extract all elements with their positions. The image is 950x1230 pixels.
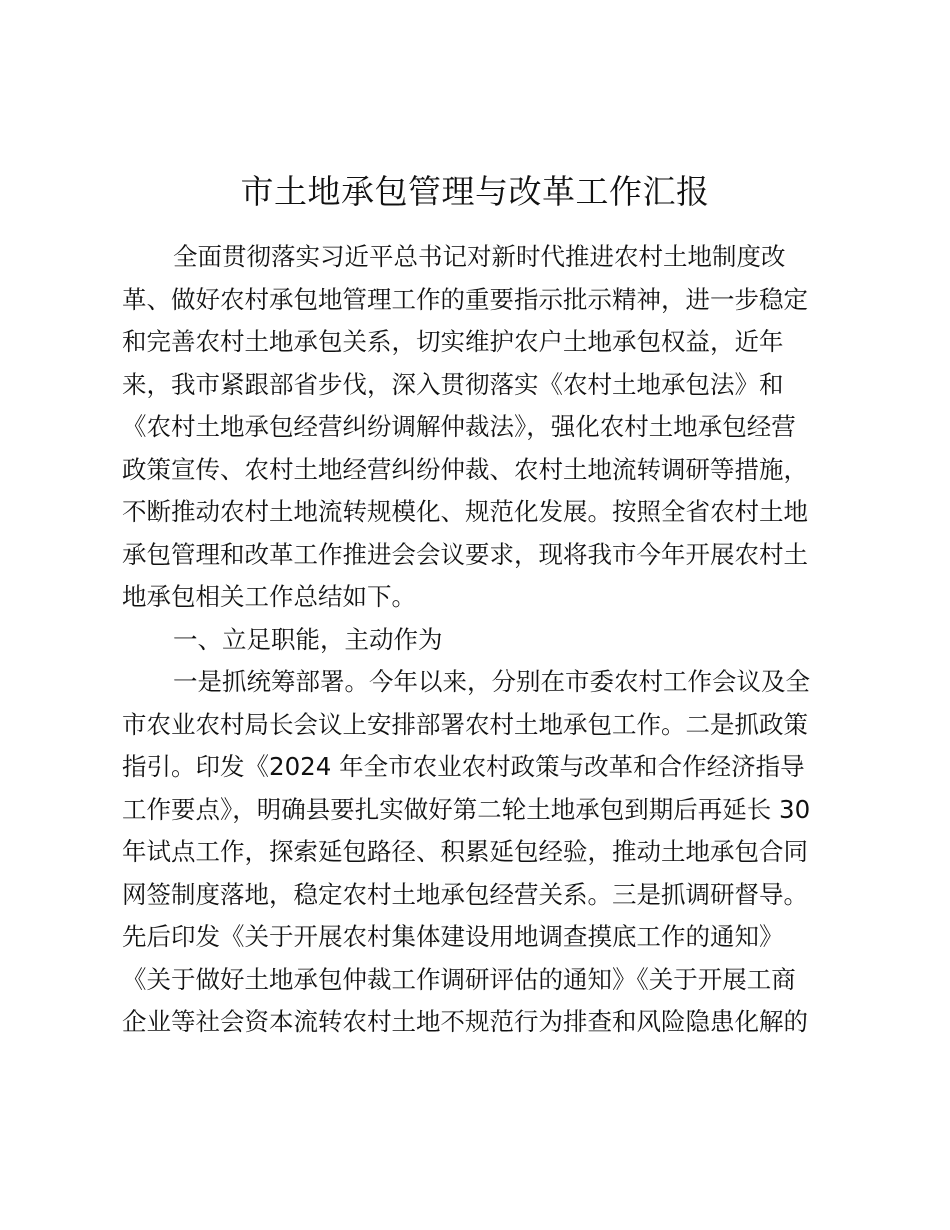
text-line: 革、做好农村承包地管理工作的重要指示批示精神，进一步稳定 <box>122 284 808 314</box>
section-heading: 一、立足职能，主动作为 <box>173 624 443 654</box>
text-line: 和完善农村土地承包关系，切实维护农户土地承包权益，近年 <box>122 327 784 356</box>
text-line: 一是抓统筹部署。今年以来，分别在市委农村工作会议及全 <box>173 667 810 696</box>
text-line: 地承包相关工作总结如下。 <box>122 582 416 611</box>
document-title: 市土地承包管理与改革工作汇报 <box>240 172 710 211</box>
text-line: 不断推动农村土地流转规模化、规范化发展。按照全省农村土地 <box>122 497 808 526</box>
text-line: 《关于做好土地承包仲裁工作调研评估的通知》《关于开展工商 <box>122 964 796 994</box>
text-line: 政策宣传、农村土地经营纠纷仲裁、农村土地流转调研等措施， <box>122 454 808 484</box>
text-line: 来，我市紧跟部省步伐，深入贯彻落实《农村土地承包法》和 <box>122 369 784 399</box>
text-line: 工作要点》，明确县要扎实做好第二轮土地承包到期后再延长 30 <box>122 794 811 824</box>
text-line: 《农村土地承包经营纠纷调解仲裁法》，强化农村土地承包经营 <box>122 412 796 441</box>
text-line: 全面贯彻落实习近平总书记对新时代推进农村土地制度改 <box>173 242 786 271</box>
text-line: 指引。印发《2024 年全市农业农村政策与改革和合作经济指导 <box>122 752 805 781</box>
document-body <box>122 236 842 1044</box>
text-line: 年试点工作，探索延包路径、积累延包经验，推动土地承包合同 <box>122 837 808 866</box>
text-line: 市农业农村局长会议上安排部署农村土地承包工作。二是抓政策 <box>122 709 808 739</box>
text-line: 承包管理和改革工作推进会会议要求，现将我市今年开展农村土 <box>122 539 808 569</box>
text-line: 企业等社会资本流转农村土地不规范行为排查和风险隐患化解的 <box>122 1007 808 1036</box>
text-line: 网签制度落地，稳定农村土地承包经营关系。三是抓调研督导。 <box>122 879 808 909</box>
text-line: 先后印发《关于开展农村集体建设用地调查摸底工作的通知》 <box>122 922 784 951</box>
